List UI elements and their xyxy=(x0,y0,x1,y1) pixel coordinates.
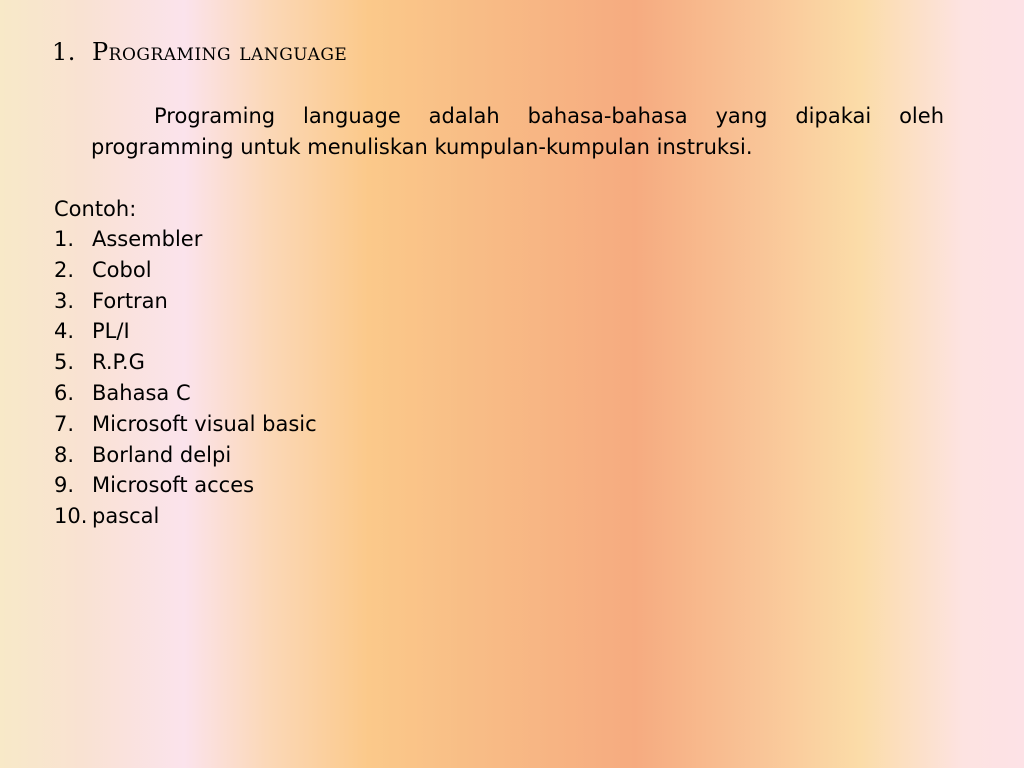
list-item-number: 10. xyxy=(54,504,88,529)
list-item-number: 2. xyxy=(54,257,75,282)
list-item xyxy=(54,255,317,286)
list-item-number: 6. xyxy=(54,380,75,405)
slide-heading xyxy=(52,38,347,66)
list-item xyxy=(54,286,317,317)
list-item-text: Microsoft visual basic xyxy=(92,411,317,436)
list-item xyxy=(54,501,317,532)
heading-number: 1. xyxy=(52,38,76,66)
list-item-number: 5. xyxy=(54,350,75,375)
list-item-text: Microsoft acces xyxy=(92,473,255,498)
list-item xyxy=(54,224,317,255)
list-item-text: Fortran xyxy=(92,288,168,313)
definition-paragraph: Programing language adalah bahasa-bahasa yang dipakai oleh programming untuk menuliskan kumpulan-kumpulan instruksi. xyxy=(91,104,944,159)
list-item xyxy=(54,347,317,378)
list-item xyxy=(54,316,317,347)
list-item-number: 3. xyxy=(54,288,75,313)
list-item-number: 9. xyxy=(54,473,75,498)
list-item-text: pascal xyxy=(92,504,160,529)
heading-title: Programing language xyxy=(92,38,348,66)
list-item xyxy=(54,378,317,409)
list-item xyxy=(54,470,317,501)
list-item-text: Bahasa C xyxy=(92,380,191,405)
language-list xyxy=(54,224,317,532)
example-label: Contoh: xyxy=(54,197,137,221)
list-item xyxy=(54,440,317,471)
list-item-text: R.P.G xyxy=(92,350,145,375)
list-item-text: Borland delpi xyxy=(92,442,232,467)
list-item-text: Assembler xyxy=(92,227,203,251)
list-item-text: PL/I xyxy=(92,319,130,344)
list-item-number: 1. xyxy=(54,227,75,251)
list-item-number: 4. xyxy=(54,319,75,344)
list-item-number: 7. xyxy=(54,411,75,436)
list-item xyxy=(54,409,317,440)
list-item-text: Cobol xyxy=(92,257,152,282)
list-item-number: 8. xyxy=(54,442,75,467)
